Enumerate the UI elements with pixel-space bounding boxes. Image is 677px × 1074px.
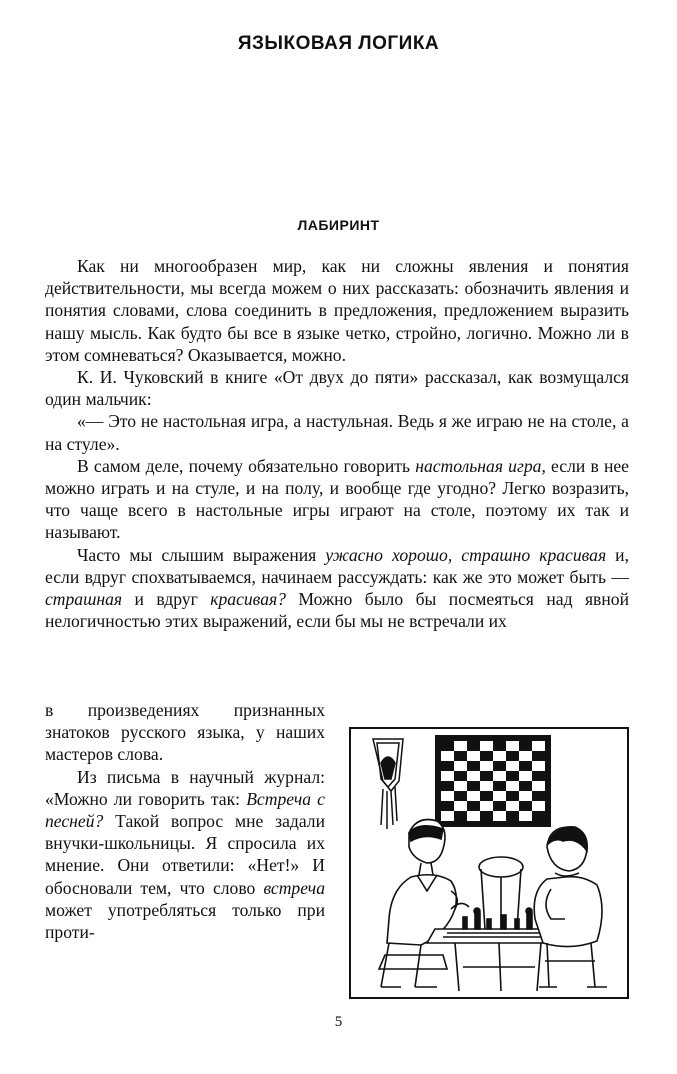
right-boy-figure <box>534 827 607 987</box>
left-boy-figure <box>379 820 457 988</box>
paragraph-1: Как ни многообразен мир, как ни сложны явления и понятия действительности, мы всегда можем о них рассказать: обозначить явления и понятия словами, слова соединить в предложения, предложением выразить нашу мысль. Как будто бы все в языке четко, стройно, логично. Можно ли в этом сомневаться? Оказывается, можно. <box>45 256 629 365</box>
paragraph-5: Часто мы слышим выражения ужасно хорошо, страшно красивая и, если вдруг спохватываемся, начинаем рассуждать: как же это может быть — страшная и вдруг красивая? Можно было бы посмеяться над явной нелогичностью этих выражений, если бы мы не встречали их <box>45 544 629 632</box>
paragraph-4: В самом деле, почему обязательно говорить настольная игра, если в нее можно играть и на стуле, и на полу, и вообще где угодно? Легко возразить, что чаще всего в настольные игры играют на столе, поэтому их так и называют. <box>45 455 629 543</box>
paragraph-6: Из письма в научный журнал: «Можно ли говорить так: Встреча с песней? Такой вопрос мне задали внучки-школьницы. Я спросила их мнение. Они ответили: «Нет!» И обосновали тем, что слово встреча может употребляться только при проти- <box>45 766 325 943</box>
page-number: 5 <box>334 1014 343 1030</box>
chapter-title: ЯЗЫКОВАЯ ЛОГИКА <box>237 33 440 54</box>
wall-chessboard-icon <box>435 735 551 827</box>
section-title: ЛАБИРИНТ <box>297 217 380 233</box>
body-text-full-width <box>45 255 629 632</box>
paragraph-5-continued: в произведениях признанных знатоков русского языка, у наших мастеров слова. <box>45 700 325 765</box>
body-text-narrow <box>45 699 325 943</box>
paragraph-2: К. И. Чуковский в книге «От двух до пяти» рассказал, как возмущался один мальчик: <box>45 367 629 410</box>
paragraph-3-quote: «— Это не настольная игра, а настульная. Ведь я же играю не на столе, а на стуле». <box>45 411 629 454</box>
wall-pennant-icon <box>373 739 403 829</box>
chess-drawing <box>351 729 627 997</box>
chess-illustration <box>349 727 629 999</box>
